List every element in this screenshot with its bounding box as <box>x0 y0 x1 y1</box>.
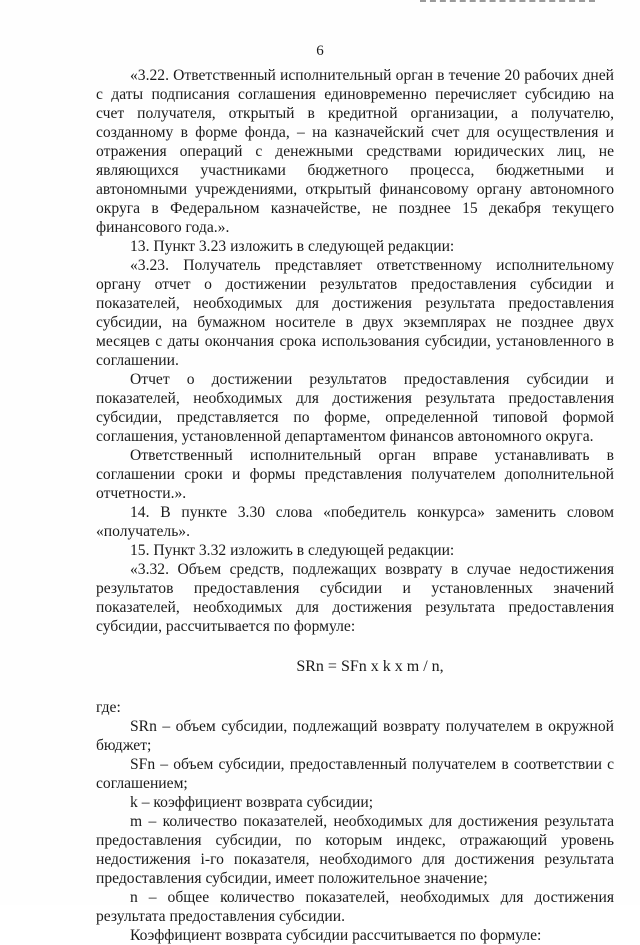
definition-srn: SRn – объем субсидии, подлежащий возврату получателем в окружной бюджет; <box>96 718 614 754</box>
definition-n: n – общее количество показателей, необходимых для достижения результата предоставления субсидии. <box>96 889 614 925</box>
definition-sfn: SFn – объем субсидии, предоставленный получателем в соответствии с соглашением; <box>96 756 614 792</box>
paragraph-coefficient-formula: Коэффициент возврата субсидии рассчитывается по формуле: <box>130 927 542 944</box>
formula: SRn = SFn x k x m / n, <box>296 658 444 675</box>
page-number: 6 <box>316 43 324 59</box>
paragraph-3-22: «3.22. Ответственный исполнительный орган в течение 20 рабочих дней с даты подписания соглашения единовременно перечисляет субсидию на счет получателя, открытый в кредитной организации, а получателю, созданному в форме фонда, – на казначейский счет для осуществления и отражения операций с денежными средствами юридических лиц, не являющихся участниками бюджетного процесса, бюджетными и автономными учреждениями, открытый финансовому органу автономного округа в Федеральном казначействе, не позднее 15 декабря текущего финансового года.». <box>96 67 614 236</box>
paragraph-item-15: 15. Пункт 3.32 изложить в следующей редакции: <box>130 542 455 559</box>
scan-artifact-line <box>420 0 595 4</box>
paragraph-report-form: Отчет о достижении результатов предоставления субсидии и показателей, необходимых для достижения результата предоставления субсидии, представляется по форме, определенной типовой формой соглашения, установленной департаментом финансов автономного округа. <box>96 371 614 445</box>
paragraph-additional-reporting: Ответственный исполнительный орган вправе устанавливать в соглашении сроки и формы представления получателем дополнительной отчетности.». <box>96 447 614 502</box>
paragraph-item-13: 13. Пункт 3.23 изложить в следующей редакции: <box>130 238 455 255</box>
paragraph-3-32: «3.32. Объем средств, подлежащих возврату в случае недостижения результатов предоставления субсидии и установленных значений показателей, необходимых для достижения результата предоставления субсидии, рассчитывается по формуле: <box>96 561 614 635</box>
where-label: где: <box>96 699 121 716</box>
definition-k: k – коэффициент возврата субсидии; <box>130 794 374 811</box>
definition-m: m – количество показателей, необходимых для достижения результата предоставления субсидии, по которым индекс, отражающий уровень недостижения i-го показателя, необходимого для достижения результата предоставления субсидии, имеет положительное значение; <box>96 813 614 887</box>
paragraph-3-23: «3.23. Получатель представляет ответственному исполнительному органу отчет о достижении результатов предоставления субсидии и показателей, необходимых для достижения результата предоставления субсидии, на бумажном носителе в двух экземплярах не позднее двух месяцев с даты окончания срока использования субсидии, установленного в соглашении. <box>96 257 614 369</box>
document-body <box>96 66 614 945</box>
paragraph-item-14: 14. В пункте 3.30 слова «победитель конкурса» заменить словом «получатель». <box>96 504 614 540</box>
